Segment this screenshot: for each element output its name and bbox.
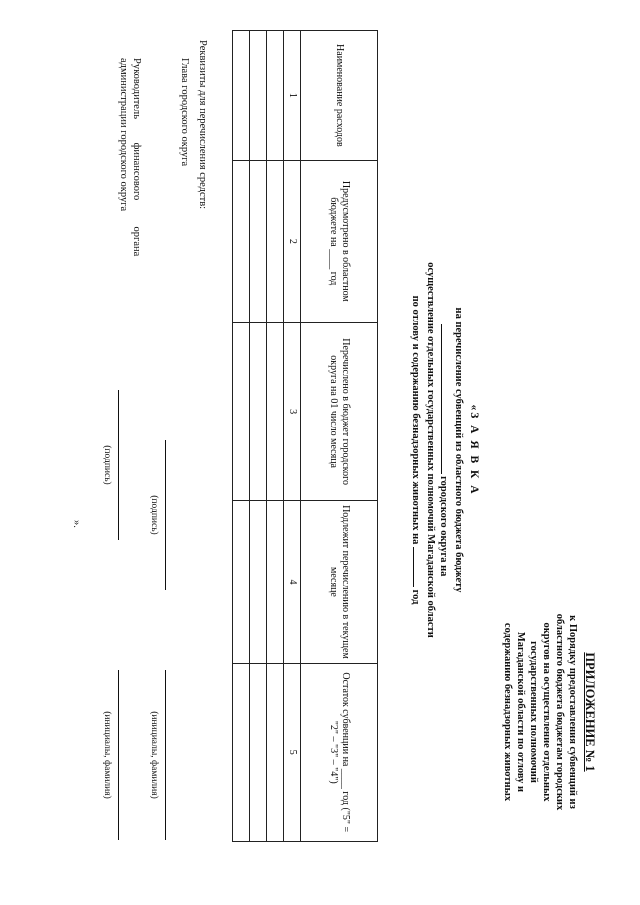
title-line-3: осуществление отдельных государственных полномочий Магаданской области: [425, 262, 436, 638]
request-table: [232, 30, 378, 842]
finance-name-line[interactable]: [118, 670, 120, 840]
column-number: 5: [284, 663, 301, 841]
table-cell[interactable]: [267, 31, 284, 161]
table-cell[interactable]: [233, 160, 250, 322]
requisites-label: Реквизиты для перечисления средств:: [197, 40, 208, 210]
table-cell[interactable]: [250, 31, 267, 161]
column-header: Наименование расходов: [301, 31, 378, 161]
finance-name-caption: (инициалы, фамилия): [102, 711, 112, 799]
table-row: [267, 31, 284, 842]
appendix-number: ПРИЛОЖЕНИЕ № 1: [583, 652, 597, 772]
table-row: [233, 31, 250, 842]
closing-quote: ».: [71, 520, 82, 528]
table-cell[interactable]: [267, 322, 284, 500]
appendix-line: к Порядку предоставления субвенций из: [567, 615, 578, 809]
column-header: Перечислено в бюджет городского округа на 01 число месяца: [301, 322, 378, 500]
blank-fill: [441, 324, 452, 474]
finance-signature-line[interactable]: [118, 390, 120, 540]
title-line-4-text: по отлову и содержанию безнадзорных животных на: [410, 295, 421, 545]
table-cell[interactable]: [233, 322, 250, 500]
table-header-row: [301, 31, 378, 842]
head-name-line[interactable]: [165, 670, 167, 840]
table-cell[interactable]: [250, 322, 267, 500]
table-cell[interactable]: [233, 31, 250, 161]
column-number: 1: [284, 31, 301, 161]
column-number-row: [284, 31, 301, 842]
column-number: 4: [284, 501, 301, 663]
finance-label-1: Руководитель финансового органа: [131, 58, 142, 257]
table-cell[interactable]: [250, 501, 267, 663]
table-cell[interactable]: [267, 501, 284, 663]
finance-signature-caption: (подпись): [102, 445, 112, 485]
column-number: 2: [284, 160, 301, 322]
request-table-wrap: [232, 30, 378, 842]
table-row: [250, 31, 267, 842]
title-block: [409, 30, 480, 870]
table-cell[interactable]: [233, 501, 250, 663]
head-signature-line[interactable]: [165, 440, 167, 590]
column-header: Предусмотрено в областном бюджете на ____ год: [301, 160, 378, 322]
title-line-4-year: год: [410, 589, 421, 605]
appendix-line: Магаданской области по отлову и: [515, 631, 526, 793]
appendix-line: округов на осуществление отдельных: [541, 622, 552, 802]
appendix-line: содержанию безнадзорных животных: [502, 622, 513, 802]
table-cell[interactable]: [233, 663, 250, 841]
column-header: Остаток субвенции на ____ год ("5" = "2" – "3" – "4"): [301, 663, 378, 841]
document-title: «З А Я В К А: [468, 404, 480, 496]
appendix-line: областного бюджета бюджетам городских: [554, 613, 565, 811]
table-cell[interactable]: [250, 663, 267, 841]
column-number: 3: [284, 322, 301, 500]
finance-label-2: администрации городского округа: [118, 58, 129, 212]
table-cell[interactable]: [250, 160, 267, 322]
title-line-4: [409, 30, 424, 870]
title-line-1: на перечисление субвенций из областного бюджета бюджету: [453, 307, 464, 593]
title-line-2: [437, 30, 452, 870]
title-line-2-text: городского округа на: [438, 476, 449, 577]
column-header: Подлежит перечислению в текущем месяце: [301, 501, 378, 663]
blank-fill: [413, 547, 424, 587]
table-cell[interactable]: [267, 663, 284, 841]
appendix-line: государственных полномочий: [528, 641, 539, 783]
appendix-header: [501, 562, 596, 862]
head-name-caption: (инициалы, фамилия): [149, 711, 159, 799]
head-label: Глава городского округа: [179, 58, 190, 167]
table-cell[interactable]: [267, 160, 284, 322]
head-signature-caption: (подпись): [149, 495, 159, 535]
document-sheet: [40, 30, 600, 870]
